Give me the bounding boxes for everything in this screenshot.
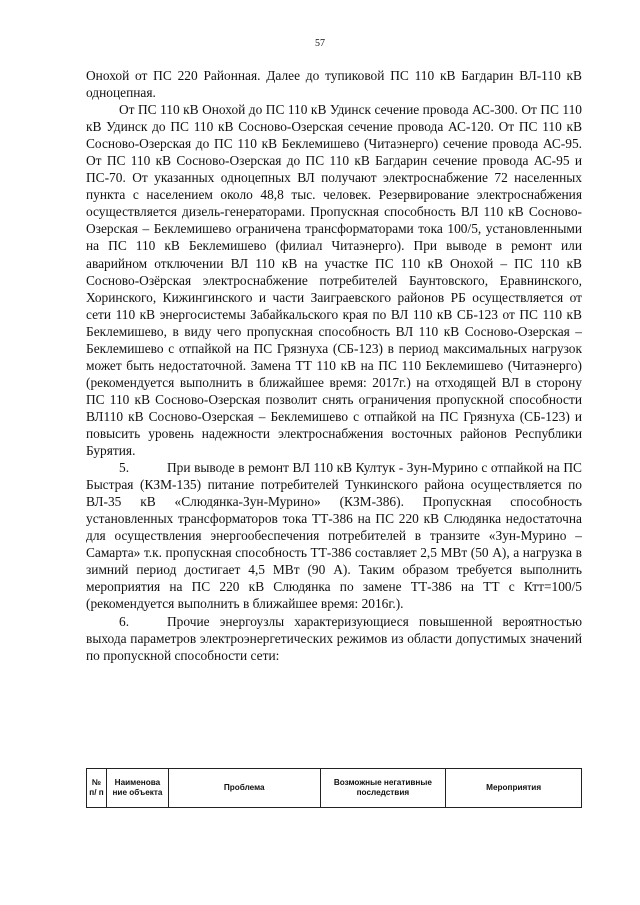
document-body	[86, 67, 582, 664]
list-item-6	[86, 613, 582, 664]
table-header-row	[87, 769, 582, 808]
list-item-5	[86, 459, 582, 612]
paragraph-grid-description: От ПС 110 кВ Онохой до ПС 110 кВ Удинск сечение провода АС-300. От ПС 110 кВ Удинск до ПС 110 кВ Сосново-Озерская сечение провода АС-120. От ПС 110 кВ Сосново-Озерская до ПС 110 кВ Беклемишево (Читаэнерго) сечение провода АС-95. От ПС 110 кВ Сосново-Озерская до ПС 110 кВ Багдарин сечение провода АС-95 и ПС-70. От указанных одноцепных ВЛ получают электроснабжение 72 населенных пункта с населением около 48,8 тыс. человек. Резервирование электроснабжения осуществляется дизель-генераторами. Пропускная способность ВЛ 110 кВ Сосново-Озерская – Беклемишево ограничена трансформаторами тока 100/5, установленными на ПС 110 кВ Беклемишево (филиал Читаэнерго). При выводе в ремонт или аварийном отключении ВЛ 110 кВ на участке ПС 110 кВ Онохой – ПС 110 кВ Сосново-Озёрская электроснабжение потребителей Баунтовского, Еравнинского, Хоринского, Кижингинского и части Заиграевского районов РБ осуществляется от сети 110 кВ энергосистемы Забайкальского края по ВЛ 110 кВ СБ-123 от ПС 110 кВ Беклемишево, в виду чего пропускная способность ВЛ 110 кВ Сосново-Озерская – Беклемишево с отпайкой на ПС Грязнуха (СБ-123) в период максимальных нагрузок может быть недостаточной. Замена ТТ 110 кВ на ПС 110 Беклемишево (Читаэнерго) (рекомендуется выполнить в ближайшее время: 2017г.) на отходящей ВЛ в сторону ПС 110 кВ Сосново-Озерская позволит снять ограничения пропускной способности ВЛ110 кВ Сосново-Озерская – Беклемишево с отпайкой на ПС Грязнуха (СБ-123) и повысить уровень надежности электроснабжения восточных районов Республики Бурятия.	[86, 102, 582, 459]
header-number: № п/ п	[87, 769, 107, 808]
list-item-number: 5.	[119, 460, 130, 476]
header-measures: Мероприятия	[446, 769, 582, 808]
paragraph-continuation: Онохой от ПС 220 Районная. Далее до тупиковой ПС 110 кВ Багдарин ВЛ-110 кВ одноцепная.	[86, 68, 582, 101]
header-problem: Проблема	[168, 769, 320, 808]
header-consequences: Возможные негативные последствия	[320, 769, 446, 808]
list-item-text: При выводе в ремонт ВЛ 110 кВ Култук - Зун-Мурино с отпайкой на ПС Быстрая (КЗМ-135) питание потребителей Тункинского района осуществляется по ВЛ-35 кВ «Слюдянка-Зун-Мурино» (КЗМ-386). Пропускная способность установленных трансформаторов тока ТТ-386 на ПС 220 кВ Слюдянка недостаточна для осуществления энергообеспечения потребителей в транзите «Зун-Мурино – Самарта» т.к. пропускная способность ТТ-386 составляет 2,5 МВт (50 А), а нагрузка в зимний период достигает 4,5 МВт (90 А). Таким образом требуется выполнить мероприятия на ПС 220 кВ Слюдянка по замене ТТ-386 на ТТ с Ктт=100/5 (рекомендуется выполнить в ближайшее время: 2016г.).	[86, 460, 582, 612]
page-number: 57	[315, 38, 325, 49]
list-item-number: 6.	[119, 613, 130, 629]
issues-table	[86, 768, 582, 808]
header-object-name: Наименова ние объекта	[106, 769, 168, 808]
list-item-text: Прочие энергоузлы характеризующиеся повышенной вероятностью выхода параметров электроэнергетических режимов из области допустимых значений по пропускной способности сети:	[86, 613, 582, 663]
